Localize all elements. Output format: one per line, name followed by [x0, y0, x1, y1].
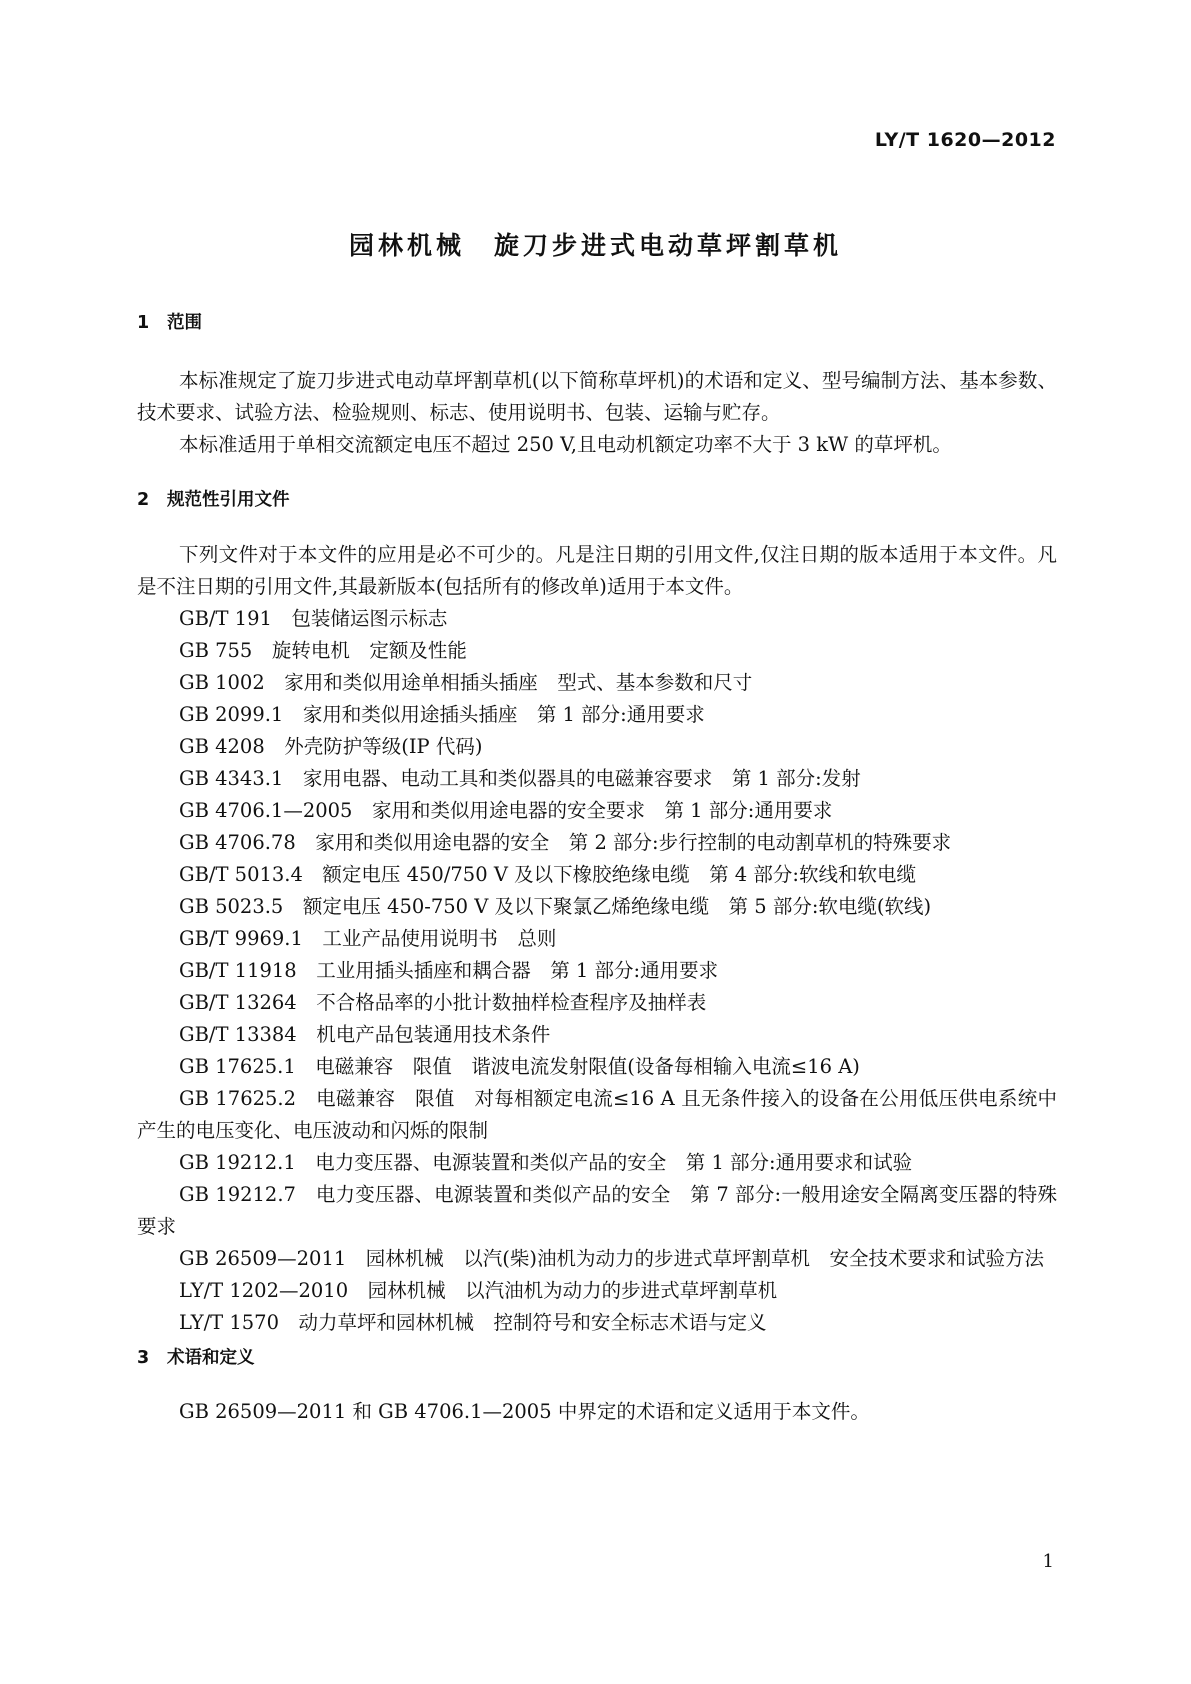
standard-number: LY/T 1620—2012	[874, 129, 1056, 151]
reference-item: GB 2099.1 家用和类似用途插头插座 第 1 部分:通用要求	[179, 703, 705, 726]
paragraph: 本标准适用于单相交流额定电压不超过 250 V,且电动机额定功率不大于 3 kW 的草坪机。	[179, 433, 952, 456]
section-3-heading	[137, 1342, 255, 1374]
paragraph: GB 26509—2011 和 GB 4706.1—2005 中界定的术语和定义适用于本文件。	[179, 1400, 870, 1423]
reference-item: GB 4208 外壳防护等级(IP 代码)	[179, 735, 483, 758]
reference-item: GB 17625.2 电磁兼容 限值 对每相额定电流≤16 A 且无条件接入的设备在公用低压供电系统中产生的电压变化、电压波动和闪烁的限制	[137, 1087, 1057, 1142]
section-1-body	[137, 365, 1057, 461]
section-1-heading	[137, 307, 202, 339]
reference-item: GB/T 5013.4 额定电压 450/750 V 及以下橡胶绝缘电缆 第 4 部分:软线和软电缆	[179, 863, 916, 886]
reference-item: LY/T 1570 动力草坪和园林机械 控制符号和安全标志术语与定义	[179, 1311, 767, 1334]
section-title: 范围	[167, 313, 202, 333]
section-2-body	[137, 539, 1057, 1339]
paragraph: 本标准规定了旋刀步进式电动草坪割草机(以下简称草坪机)的术语和定义、型号编制方法、基本参数、技术要求、试验方法、检验规则、标志、使用说明书、包装、运输与贮存。	[137, 369, 1057, 424]
section-number: 1	[137, 313, 150, 333]
document-title: 园林机械 旋刀步进式电动草坪割草机	[348, 231, 842, 260]
reference-item: GB/T 13264 不合格品率的小批计数抽样检查程序及抽样表	[179, 991, 707, 1014]
reference-item: GB 19212.7 电力变压器、电源装置和类似产品的安全 第 7 部分:一般用途安全隔离变压器的特殊要求	[137, 1183, 1057, 1238]
reference-item: GB 17625.1 电磁兼容 限值 谐波电流发射限值(设备每相输入电流≤16 A)	[179, 1055, 860, 1078]
paragraph: 下列文件对于本文件的应用是必不可少的。凡是注日期的引用文件,仅注日期的版本适用于本文件。凡是不注日期的引用文件,其最新版本(包括所有的修改单)适用于本文件。	[137, 543, 1057, 598]
section-number: 2	[137, 490, 150, 510]
reference-item: GB 755 旋转电机 定额及性能	[179, 639, 467, 662]
reference-item: GB 19212.1 电力变压器、电源装置和类似产品的安全 第 1 部分:通用要求和试验	[179, 1151, 913, 1174]
section-title: 规范性引用文件	[167, 490, 290, 510]
reference-item: GB 4343.1 家用电器、电动工具和类似器具的电磁兼容要求 第 1 部分:发射	[179, 767, 861, 790]
section-3-body	[137, 1396, 1057, 1428]
reference-item: GB/T 191 包装储运图示标志	[179, 607, 448, 630]
page-number: 1	[1042, 1551, 1054, 1572]
section-title: 术语和定义	[167, 1348, 255, 1368]
reference-item: GB 26509—2011 园林机械 以汽(柴)油机为动力的步进式草坪割草机 安全技术要求和试验方法	[179, 1247, 1044, 1270]
reference-item: GB 5023.5 额定电压 450-750 V 及以下聚氯乙烯绝缘电缆 第 5 部分:软电缆(软线)	[179, 895, 932, 918]
reference-item: GB 4706.78 家用和类似用途电器的安全 第 2 部分:步行控制的电动割草机的特殊要求	[179, 831, 952, 854]
reference-item: GB 1002 家用和类似用途单相插头插座 型式、基本参数和尺寸	[179, 671, 753, 694]
section-2-heading	[137, 484, 290, 516]
reference-item: LY/T 1202—2010 园林机械 以汽油机为动力的步进式草坪割草机	[179, 1279, 778, 1302]
reference-item: GB/T 9969.1 工业产品使用说明书 总则	[179, 927, 557, 950]
reference-item: GB/T 13384 机电产品包装通用技术条件	[179, 1023, 551, 1046]
section-number: 3	[137, 1348, 150, 1368]
reference-item: GB 4706.1—2005 家用和类似用途电器的安全要求 第 1 部分:通用要求	[179, 799, 833, 822]
reference-item: GB/T 11918 工业用插头插座和耦合器 第 1 部分:通用要求	[179, 959, 719, 982]
